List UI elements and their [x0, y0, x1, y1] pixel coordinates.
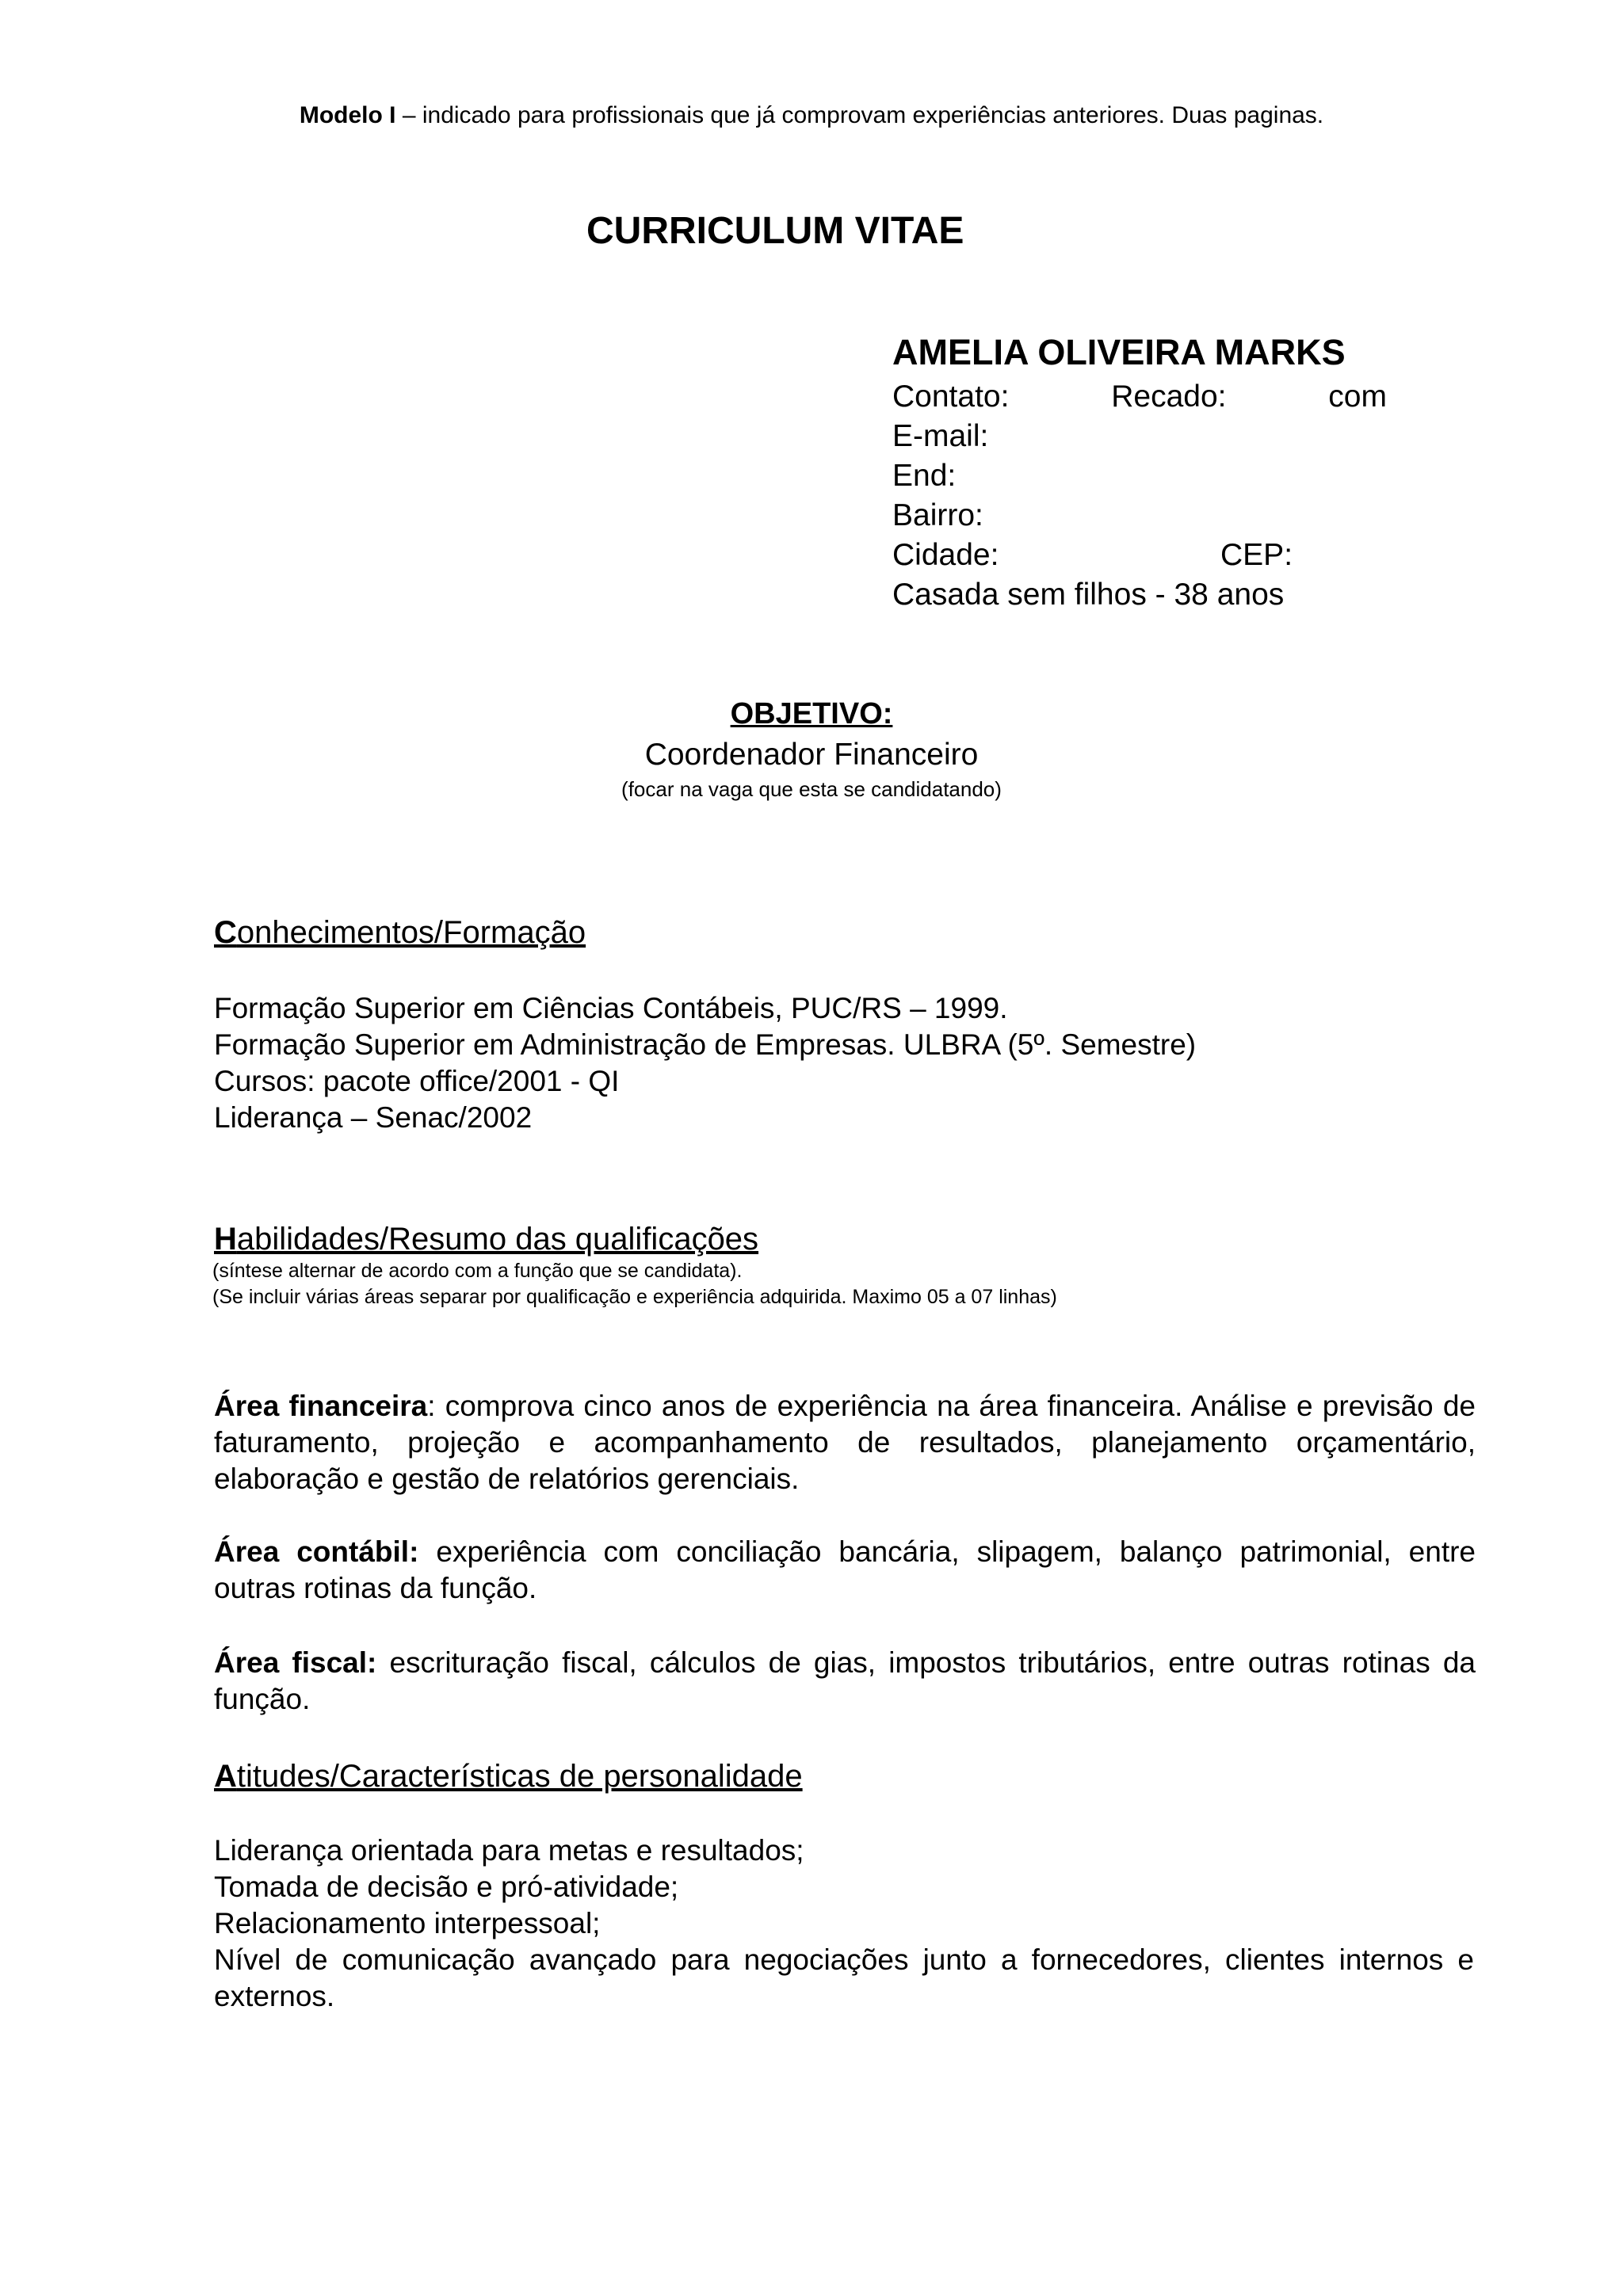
attitude-item: Liderança orientada para metas e resultados;: [214, 1834, 804, 1867]
area-financeira: [214, 1388, 1476, 1497]
cidade-label: Cidade:: [892, 538, 999, 572]
template-note-label: Modelo I: [299, 102, 396, 128]
skills-notes: [212, 1258, 1480, 1310]
education-item: Formação Superior em Ciências Contábeis, PUC/RS – 1999.: [214, 992, 1008, 1024]
attitudes-heading: [214, 1755, 803, 1798]
area-contabil: [214, 1534, 1476, 1607]
marital-status-row: [892, 575, 1387, 615]
bairro-label: Bairro:: [892, 498, 983, 532]
area-text: experiência com conciliação bancária, slipagem, balanço patrimonial, entre outras rotinas da função.: [214, 1535, 1476, 1604]
attitudes-heading-initial: A: [214, 1759, 237, 1794]
skills-heading: [214, 1218, 758, 1261]
bairro-row: [892, 496, 1387, 536]
skills-note: (síntese alternar de acordo com a função que se candidata).: [212, 1260, 743, 1282]
area-label: Área contábil:: [214, 1535, 419, 1568]
skills-heading-text: abilidades/Resumo das qualificações: [236, 1222, 759, 1257]
area-label: Área fiscal:: [214, 1646, 377, 1679]
attitude-item: Nível de comunicação avançado para negociações junto a fornecedores, clientes internos e externos.: [214, 1943, 1474, 2012]
area-fiscal: [214, 1645, 1476, 1718]
area-label: Área financeira: [214, 1390, 428, 1422]
skills-heading-initial: H: [214, 1222, 237, 1257]
objective-label: OBJETIVO:: [730, 697, 893, 730]
contact-row: [892, 377, 1387, 417]
skills-note: (Se incluir várias áreas separar por qualificação e experiência adquirida. Maximo 05 a 07 linhas): [212, 1286, 1057, 1308]
recado-label: Recado:: [1111, 379, 1227, 414]
area-text: : comprova cinco anos de experiência na área financeira. Análise e previsão de faturamento, projeção e acompanhamento de resultados, planejamento orçamentário, elaboração e gestão de relatórios gerenciais.: [214, 1390, 1476, 1495]
attitudes-heading-text: titudes/Características de personalidade: [236, 1759, 803, 1794]
address-row: [892, 456, 1387, 496]
education-heading: [214, 911, 586, 954]
education-item: Formação Superior em Administração de Empresas. ULBRA (5º. Semestre): [214, 1028, 1197, 1061]
email-row: [892, 417, 1387, 456]
attitude-item: Tomada de decisão e pró-atividade;: [214, 1871, 679, 1903]
contato-label: Contato:: [892, 379, 1010, 414]
area-text: escrituração fiscal, cálculos de gias, impostos tributários, entre outras rotinas da função.: [214, 1646, 1476, 1715]
marital-status: Casada sem filhos - 38 anos: [892, 578, 1285, 612]
end-label: End:: [892, 459, 957, 493]
cidade-row: [892, 536, 1387, 575]
template-note-text: – indicado para profissionais que já comprovam experiências anteriores. Duas paginas.: [395, 102, 1324, 128]
attitude-item: Relacionamento interpessoal;: [214, 1907, 601, 1939]
education-list: [214, 990, 1474, 1136]
candidate-name: AMELIA OLIVEIRA MARKS: [892, 332, 1346, 372]
email-label: E-mail:: [892, 419, 989, 453]
com-label: com: [1328, 379, 1387, 414]
education-heading-text: onhecimentos/Formação: [236, 915, 586, 950]
education-item: Liderança – Senac/2002: [214, 1101, 533, 1134]
template-note: [0, 100, 1623, 132]
education-heading-initial: C: [214, 915, 237, 950]
document-title: CURRICULUM VITAE: [586, 210, 964, 252]
education-item: Cursos: pacote office/2001 - QI: [214, 1065, 620, 1097]
objective-hint: (focar na vaga que esta se candidatando): [621, 777, 1002, 801]
attitudes-list: [214, 1833, 1474, 2015]
cep-label: CEP:: [1220, 538, 1293, 572]
objective-block: [0, 692, 1623, 803]
objective-value: Coordenador Financeiro: [644, 738, 979, 772]
contact-block: [892, 328, 1387, 615]
